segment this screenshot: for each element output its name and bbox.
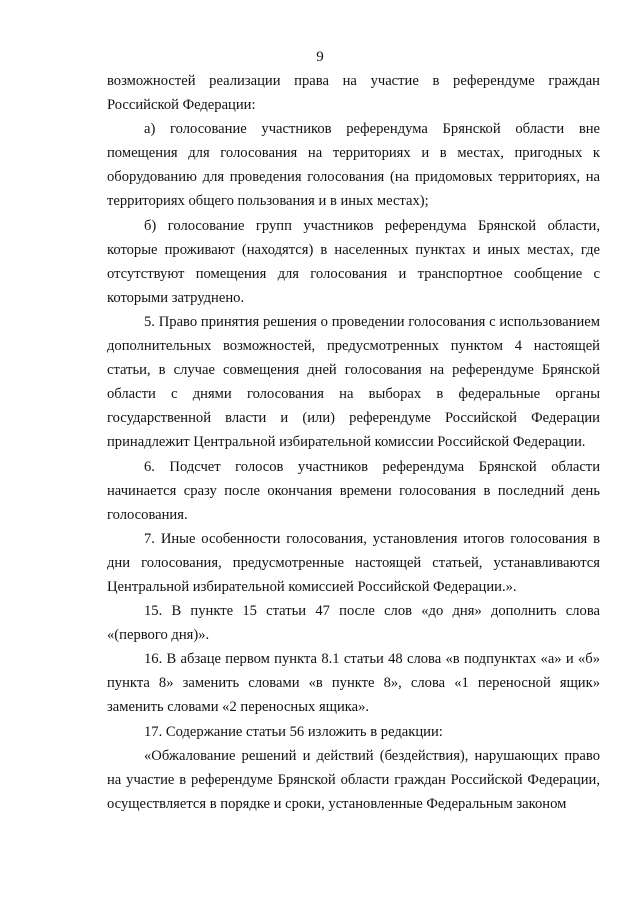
paragraph-amendment-15: 15. В пункте 15 статьи 47 после слов «до дня» дополнить слова «(первого дня)».	[107, 603, 600, 644]
paragraph-quoted-article-56: «Обжалование решений и действий (бездействия), нарушающих право на участие в референдуме Брянской области граждан Российской Федерации, осуществляется в порядке и сроки, установленные Федеральным законом	[107, 747, 600, 812]
paragraph-item-6: 6. Подсчет голосов участников референдума Брянской области начинается сразу после окончания времени голосования в последний день голосования.	[107, 458, 600, 523]
paragraph-continuation: возможностей реализации права на участие в референдуме граждан Российской Федерации:	[107, 73, 600, 114]
document-body	[107, 69, 600, 816]
page-number: 9	[316, 49, 324, 65]
paragraph-subitem-a: а) голосование участников референдума Брянской области вне помещения для голосования на территориях и в местах, пригодных к оборудованию для проведения голосования (на придомовых территориях, на территориях общего пользования и в иных местах);	[107, 121, 600, 210]
paragraph-subitem-b: б) голосование групп участников референдума Брянской области, которые проживают (находятся) в населенных пунктах и иных местах, где отсутствуют помещения для голосования и транспортное сообщение с которыми затруднено.	[107, 217, 600, 306]
paragraph-amendment-17: 17. Содержание статьи 56 изложить в редакции:	[144, 723, 443, 740]
paragraph-item-5: 5. Право принятия решения о проведении голосования с использованием дополнительных возможностей, предусмотренных пунктом 4 настоящей статьи, в случае совмещения дней голосования на референдуме Брянской области с днями голосования на выборах в федеральные органы государственной власти и (или) референдуме Российской Федерации принадлежит Центральной избирательной комиссии Российской Федерации.	[107, 313, 600, 451]
paragraph-amendment-16: 16. В абзаце первом пункта 8.1 статьи 48 слова «в подпунктах «а» и «б» пункта 8» заменить словами «в пункте 8», слова «1 переносной ящик» заменить словами «2 переносных ящика».	[107, 651, 600, 716]
paragraph-item-7: 7. Иные особенности голосования, установления итогов голосования в дни голосования, предусмотренные настоящей статьей, устанавливаются Центральной избирательной комиссией Российской Федерации.».	[107, 530, 600, 595]
